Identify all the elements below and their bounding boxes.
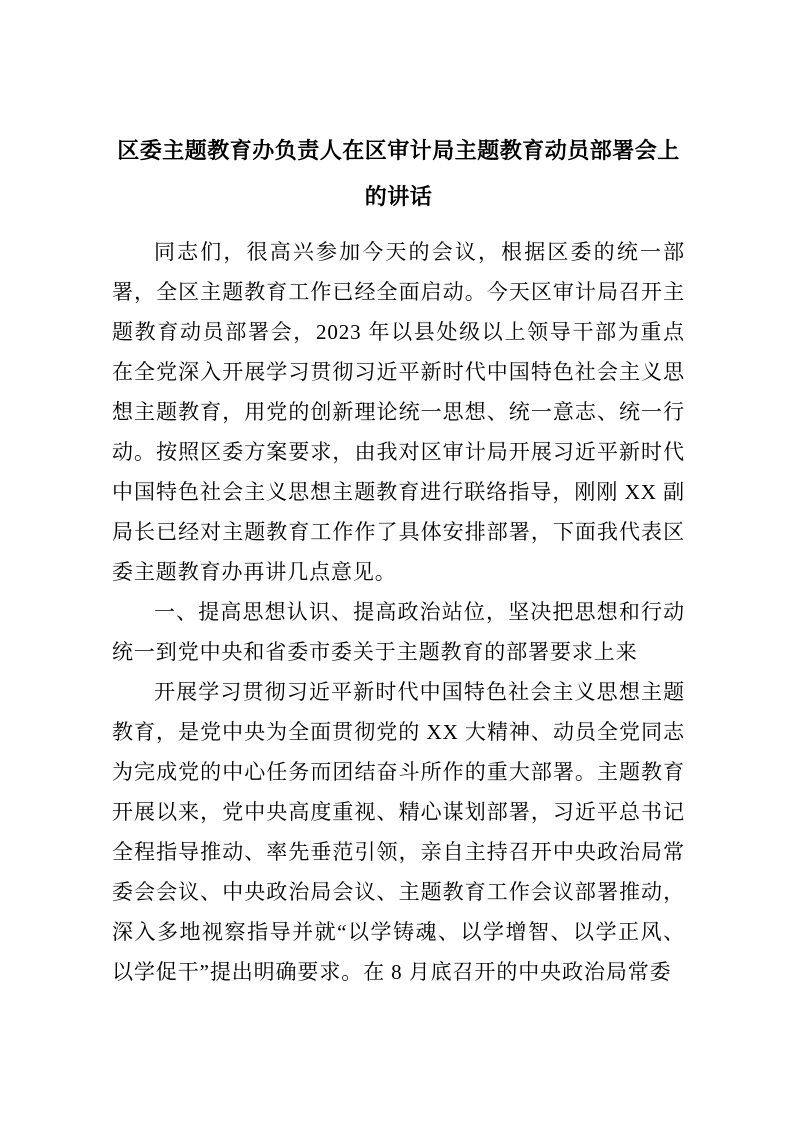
document-body [112, 232, 685, 992]
paragraph-section-body: 开展学习贯彻习近平新时代中国特色社会主义思想主题教育，是党中央为全面贯彻党的 XX 大精神、动员全党同志为完成党的中心任务而团结奋斗所作的重大部署。主题教育开展以来，党中央高度重视、精心谋划部署，习近平总书记全程指导推动、率先垂范引领，亲自主持召开中央政治局常委会会议、中央政治局会议、主题教育工作会议部署推动，深入多地视察指导并就“以学铸魂、以学增智、以学正风、以学促干”提出明确要求。在 8 月底召开的中央政治局常委 [112, 680, 685, 984]
document-title: 区委主题教育办负责人在区审计局主题教育动员部署会上的讲话 [117, 138, 680, 209]
paragraph-section-heading: 一、提高思想认识、提高政治站位，坚决把思想和行动统一到党中央和省委市委关于主题教育的部署要求上来 [112, 600, 685, 664]
paragraph-intro: 同志们，很高兴参加今天的会议，根据区委的统一部署，全区主题教育工作已经全面启动。今天区审计局召开主题教育动员部署会，2023 年以县处级以上领导干部为重点在全党深入开展学习贯彻习近平新时代中国特色社会主义思想主题教育，用党的创新理论统一思想、统一意志、统一行动。按照区委方案要求，由我对区审计局开展习近平新时代中国特色社会主义思想主题教育进行联络指导，刚刚 XX 副局长已经对主题教育工作作了具体安排部署，下面我代表区委主题教育办再讲几点意见。 [112, 240, 685, 584]
